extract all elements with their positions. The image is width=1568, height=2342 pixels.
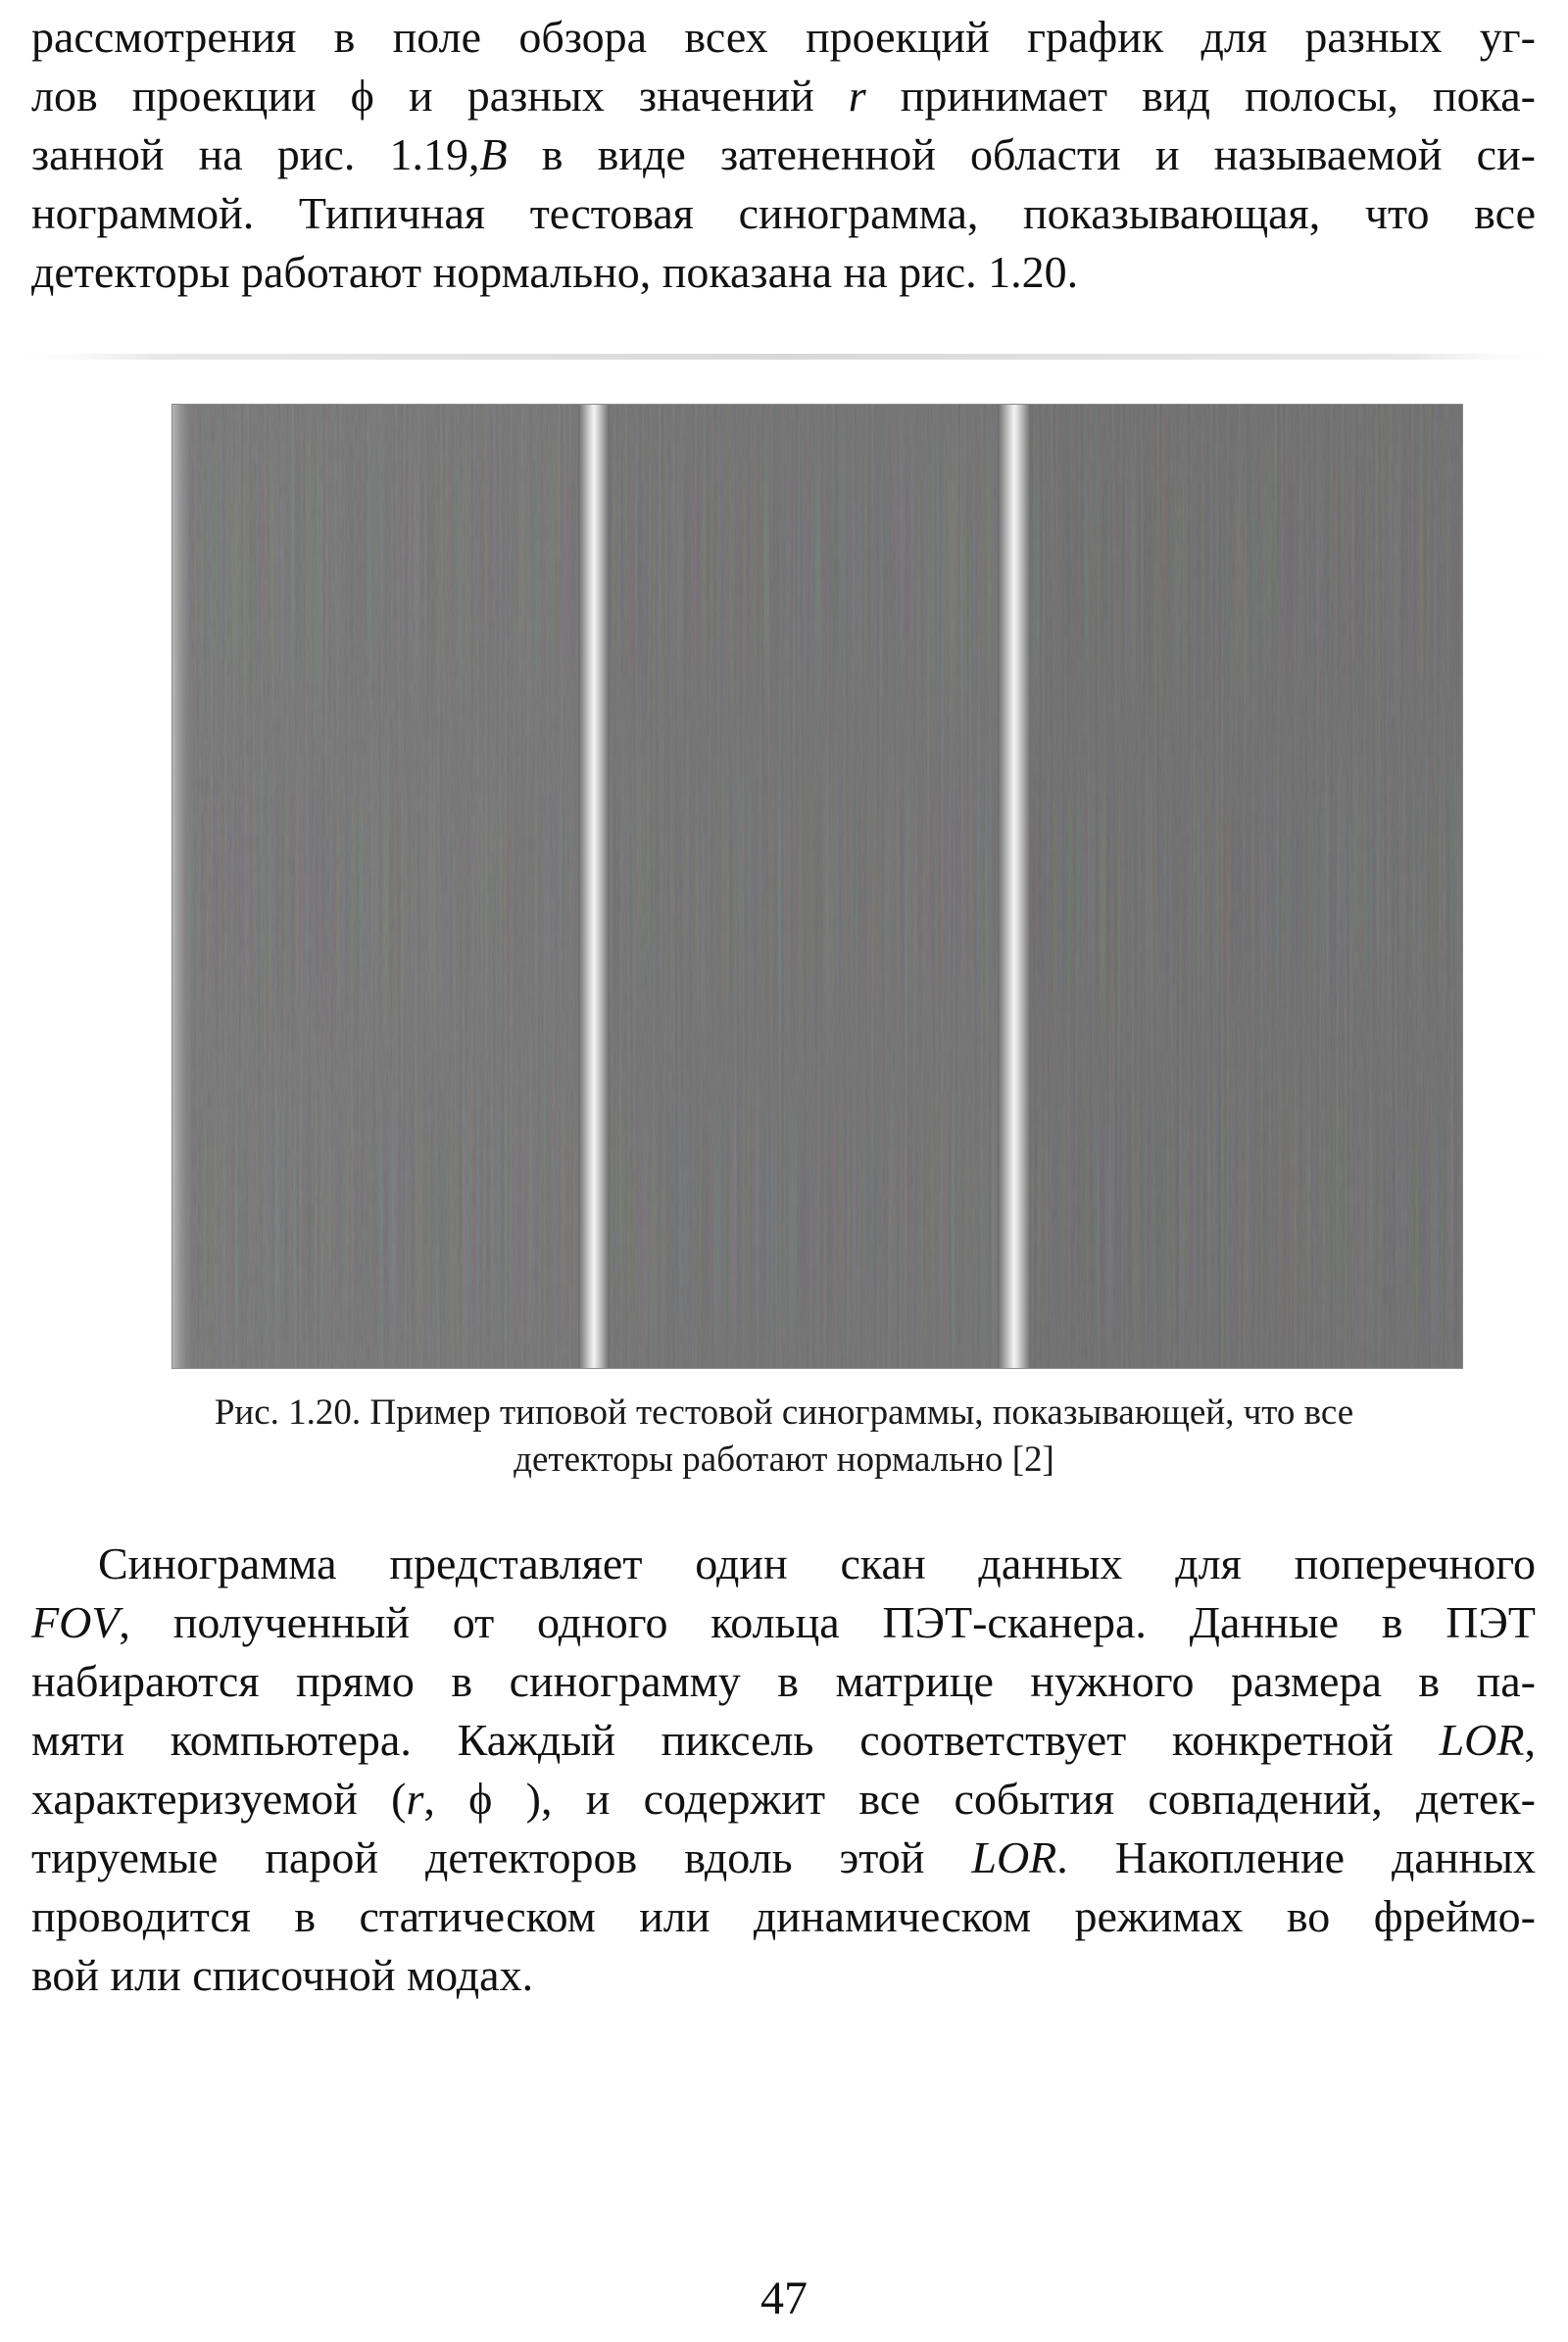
detector-stripe-2 <box>998 404 1031 1369</box>
scan-artifact-line <box>0 348 1568 366</box>
bottom-paragraph <box>31 1535 1536 2005</box>
page-number: 47 <box>760 2272 808 2324</box>
caption-line: Рис. 1.20. Пример типовой тестовой синограммы, показывающей, что все <box>214 1392 1354 1433</box>
sinogram-image <box>172 404 1463 1369</box>
detector-stripe-1 <box>578 404 610 1369</box>
text-line: FOV, полученный от одного кольца ПЭТ-сканера. Данные в ПЭТ <box>31 1597 1536 1647</box>
text-line: детекторы работают нормально, показана на рис. 1.20. <box>31 247 1079 297</box>
text-line: лов проекции ϕ и разных значений r принимает вид полосы, пока- <box>31 71 1536 121</box>
sinogram-figure <box>172 404 1463 1369</box>
text-line: проводится в статическом или динамическом режимах во фреймо- <box>31 1891 1536 1941</box>
text-line: набираются прямо в синограмму в матрице нужного размера в па- <box>31 1656 1536 1706</box>
text-line: нограммой. Типичная тестовая синограмма, показывающая, что все <box>31 188 1536 238</box>
text-line: занной на рис. 1.19,B в виде затененной области и называемой си- <box>31 129 1536 179</box>
text-line: вой или списочной модах. <box>31 1950 534 2000</box>
top-paragraph <box>31 8 1536 302</box>
figure-caption <box>59 1390 1509 1484</box>
text-line: рассмотрения в поле обзора всех проекций график для разных уг- <box>31 12 1536 62</box>
text-line: характеризуемой (r, ϕ ), и содержит все события совпадений, детек- <box>31 1774 1536 1824</box>
text-line: Синограмма представляет один скан данных для поперечного <box>98 1538 1536 1588</box>
text-line: тируемые парой детекторов вдоль этой LOR. Накопление данных <box>31 1832 1536 1882</box>
caption-line: детекторы работают нормально [2] <box>514 1439 1054 1480</box>
vertical-streak-texture <box>172 404 1463 1369</box>
left-edge-light <box>172 404 195 1369</box>
text-line: мяти компьютера. Каждый пиксель соответствует конкретной LOR, <box>31 1715 1536 1765</box>
